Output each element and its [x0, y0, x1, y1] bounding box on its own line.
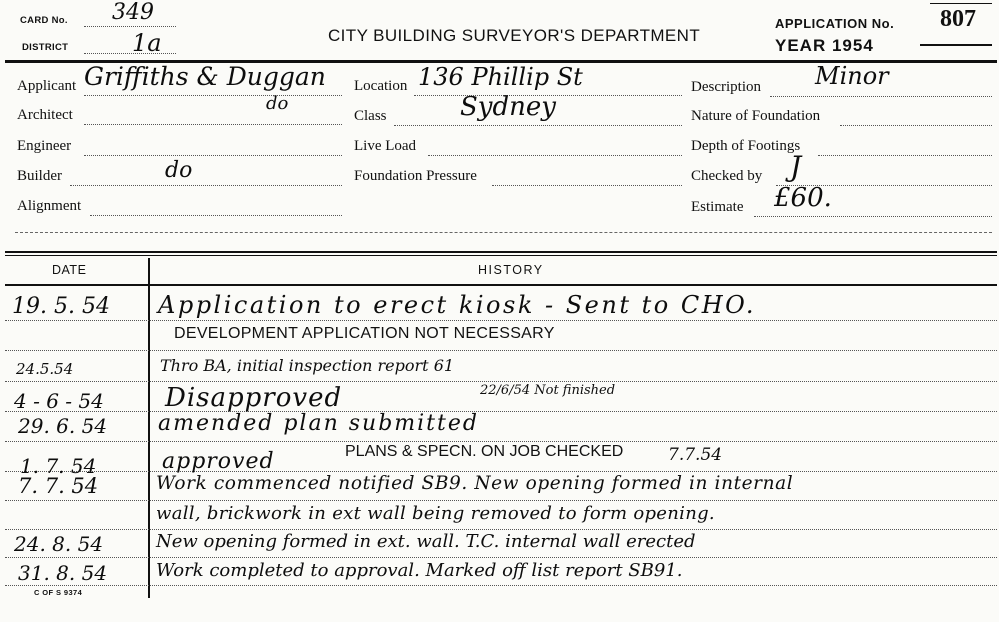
- builder-value: do: [165, 158, 193, 183]
- architect-label: Architect: [17, 107, 73, 123]
- depth-of-footings-label: Depth of Footings: [691, 138, 801, 154]
- alignment-label: Alignment: [17, 198, 82, 214]
- card-no-line: [84, 26, 176, 27]
- year-underline: [920, 44, 992, 46]
- description-value: Minor: [815, 62, 889, 90]
- nature-of-foundation-label: Nature of Foundation: [691, 108, 821, 124]
- form-code: C OF S 9374: [34, 588, 83, 597]
- history-date: 31. 8. 54: [18, 561, 108, 585]
- checked-by-label: Checked by: [691, 168, 763, 184]
- plans-checked-stamp: PLANS & SPECN. ON JOB CHECKED: [345, 443, 624, 460]
- engineer-line: [84, 155, 342, 156]
- date-column-divider: [148, 258, 150, 598]
- history-entry: Thro BA, initial inspection report 61: [160, 356, 455, 375]
- development-stamp: DEVELOPMENT APPLICATION NOT NECESSARY: [174, 325, 555, 342]
- ruled-line: [5, 500, 997, 501]
- history-date: 24.5.54: [16, 360, 74, 378]
- description-label: Description: [691, 79, 761, 95]
- nature-of-foundation-line: [840, 125, 992, 126]
- ruled-line: [5, 529, 997, 530]
- history-date: 4 - 6 - 54: [14, 389, 104, 413]
- district-line: [84, 53, 176, 54]
- field-block-rule-1: [5, 251, 997, 253]
- district-value: 1a: [132, 29, 162, 57]
- ruled-line: [5, 381, 997, 382]
- history-entry: Disapproved: [165, 383, 343, 413]
- ruled-line: [5, 320, 997, 321]
- ruled-line: [5, 441, 997, 442]
- applicant-value: Griffiths & Duggan: [84, 62, 326, 91]
- field-block-dashed-rule: [15, 232, 992, 233]
- card-no-value: 349: [112, 0, 154, 25]
- engineer-label: Engineer: [17, 138, 72, 154]
- class-value: Sydney: [460, 92, 556, 122]
- estimate-line: [754, 216, 992, 217]
- history-entry: wall, brickwork in ext wall being removed to form opening.: [156, 503, 715, 524]
- live-load-label: Live Load: [354, 138, 417, 154]
- location-label: Location: [354, 78, 408, 94]
- history-column-header: HISTORY: [478, 263, 544, 277]
- ruled-line: [5, 350, 997, 351]
- department-title: CITY BUILDING SURVEYOR'S DEPARTMENT: [328, 26, 701, 45]
- builder-line: [70, 185, 342, 186]
- applicant-label: Applicant: [17, 78, 77, 94]
- year-label: YEAR 1954: [775, 36, 874, 55]
- ruled-line: [5, 471, 997, 472]
- foundation-pressure-line: [492, 185, 682, 186]
- history-date: 1. 7. 54: [20, 454, 97, 478]
- history-entry: amended plan submitted: [158, 411, 479, 436]
- history-date: 29. 6. 54: [18, 414, 108, 438]
- history-date: 7. 7. 54: [18, 474, 99, 498]
- ruled-line: [5, 557, 997, 558]
- card-no-label: CARD No.: [20, 15, 68, 26]
- live-load-line: [428, 155, 682, 156]
- architect-line: [84, 124, 342, 125]
- class-label: Class: [354, 108, 387, 124]
- plans-checked-date: 7.7.54: [668, 445, 723, 465]
- field-block-rule-2: [5, 255, 997, 256]
- estimate-label: Estimate: [691, 199, 744, 215]
- history-entry: approved: [162, 449, 275, 474]
- district-label: DISTRICT: [22, 42, 69, 53]
- history-entry: Work completed to approval. Marked off list report SB91.: [156, 560, 683, 581]
- alignment-line: [90, 215, 342, 216]
- history-date: 24. 8. 54: [14, 532, 104, 556]
- estimate-value: £60.: [774, 183, 832, 213]
- description-line: [770, 96, 992, 97]
- builder-label: Builder: [17, 168, 62, 184]
- ruled-line: [5, 585, 997, 586]
- history-entry: Work commenced notified SB9. New opening formed in internal: [156, 473, 794, 494]
- application-no-overline: [930, 3, 992, 4]
- date-column-header: DATE: [52, 263, 87, 277]
- table-header-rule: [5, 284, 997, 286]
- foundation-pressure-label: Foundation Pressure: [354, 168, 477, 184]
- checked-by-value: J: [790, 150, 802, 183]
- location-value: 136 Phillip St: [418, 63, 583, 91]
- history-date: 19. 5. 54: [12, 294, 110, 319]
- class-line: [394, 125, 682, 126]
- history-entry: New opening formed in ext. wall. T.C. internal wall erected: [156, 531, 696, 552]
- application-no-label: APPLICATION No.: [775, 16, 895, 31]
- architect-value: do: [266, 93, 289, 114]
- history-entry: Application to erect kiosk - Sent to CHO.: [158, 291, 757, 319]
- ruled-line: [5, 411, 997, 412]
- depth-of-footings-line: [818, 155, 992, 156]
- applicant-line: [84, 95, 342, 96]
- history-side-note: 22/6/54 Not finished: [480, 383, 616, 398]
- application-no-value: 807: [940, 6, 976, 32]
